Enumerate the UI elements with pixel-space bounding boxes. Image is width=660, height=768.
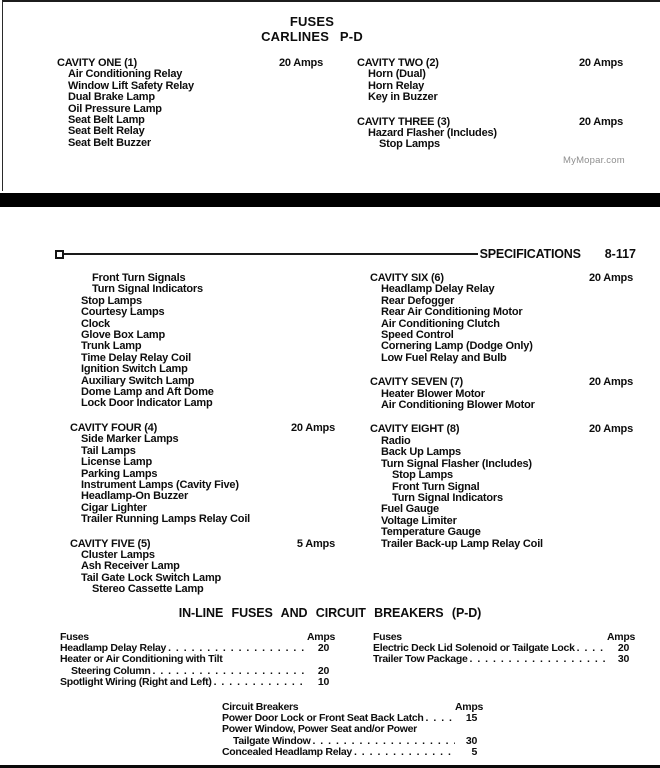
breaker-amps: 15 <box>465 712 477 725</box>
cavity-item: Turn Signal Indicators <box>392 491 503 504</box>
breaker-row <box>222 724 483 735</box>
cavity-item: Stop Lamps <box>392 469 453 482</box>
cavity-item: Cluster Lamps <box>81 548 155 561</box>
watermark: MyMopar.com <box>563 155 625 166</box>
cavity-item: Stereo Cassette Lamp <box>92 583 204 596</box>
top-right-column <box>357 58 623 164</box>
fuses-column-header: Fuses <box>373 631 402 643</box>
carlines-subtitle: CARLINES P-D <box>261 29 363 44</box>
fuse-label: Heater or Air Conditioning with Tilt <box>60 653 223 666</box>
cavity-item: Window Lift Safety Relay <box>68 79 194 92</box>
dot-leader <box>577 643 607 654</box>
cavity-item: Heater Blower Motor <box>381 387 485 400</box>
cavity-item: Back Up Lamps <box>381 446 461 459</box>
fuse-table-right <box>373 632 635 666</box>
cavity-item: Glove Box Lamp <box>81 329 165 342</box>
cavity-item: Side Marker Lamps <box>81 433 179 446</box>
cavity-item: Trunk Lamp <box>81 340 142 353</box>
fuses-column-header: Fuses <box>60 631 89 643</box>
cavity-item: Air Conditioning Clutch <box>381 317 500 330</box>
dot-leader <box>470 654 608 665</box>
breaker-label: Power Window, Power Seat and/or Power <box>222 723 417 736</box>
cavity-item: Stop Lamps <box>81 294 142 307</box>
page-number: 8-117 <box>604 247 636 261</box>
fuse-amps: 10 <box>317 675 329 688</box>
inline-fuses-heading: IN-LINE FUSES AND CIRCUIT BREAKERS (P-D) <box>178 606 482 620</box>
cavity-item: Headlamp-On Buzzer <box>81 490 189 503</box>
fuse-amps: 20 <box>617 642 629 655</box>
cavity-item: Ignition Switch Lamp <box>81 363 188 376</box>
cavity-amps: 20 Amps <box>278 57 323 69</box>
cavity-item: Instrument Lamps (Cavity Five) <box>81 478 239 491</box>
cavity-four-block <box>70 423 335 526</box>
spec-rule <box>64 253 478 255</box>
cavity-item: Parking Lamps <box>81 467 158 480</box>
cavity-item: Auxiliary Switch Lamp <box>81 374 195 387</box>
cavity-item: Low Fuel Relay and Bulb <box>381 351 507 364</box>
cavity-item: Time Delay Relay Coil <box>81 351 191 364</box>
fuse-label: Electric Deck Lid Solenoid or Tailgate Lock <box>373 642 575 655</box>
cavity-five-block <box>70 539 335 596</box>
cavity-item: Turn Signal Flasher (Includes) <box>381 457 532 470</box>
cavity-amps: 20 Amps <box>578 115 623 128</box>
cavity-name: CAVITY FIVE (5) <box>70 537 151 550</box>
dot-leader <box>354 747 455 758</box>
spec-right-column <box>370 273 633 563</box>
cavity-seven-block <box>370 377 633 411</box>
fuse-row <box>60 654 335 665</box>
cavity-one-block <box>57 58 323 149</box>
cavity-item: Courtesy Lamps <box>81 306 165 319</box>
cavity-item: Voltage Limiter <box>381 514 457 527</box>
cavity-name: CAVITY THREE (3) <box>357 115 450 128</box>
cavity-item: Turn Signal Indicators <box>92 283 203 296</box>
cavity-item: Seat Belt Buzzer <box>68 136 151 149</box>
cavity-item: Dual Brake Lamp <box>68 91 155 104</box>
cavity-amps: 20 Amps <box>588 376 633 389</box>
cavity-item: License Lamp <box>81 456 152 469</box>
cavity-eight-block <box>370 424 633 549</box>
cavity-item: Dome Lamp and Aft Dome <box>81 386 214 399</box>
cavity-amps: 20 Amps <box>290 421 335 434</box>
breaker-label: Tailgate Window <box>233 734 311 747</box>
amps-column-header: Amps <box>607 631 635 643</box>
breaker-label: Concealed Headlamp Relay <box>222 745 352 758</box>
fuse-amps: 20 <box>317 664 329 677</box>
cavity-name: CAVITY ONE (1) <box>57 57 137 69</box>
amps-column-header: Amps <box>455 701 483 713</box>
cavity-item: Ash Receiver Lamp <box>81 560 180 573</box>
cavity-item: Rear Air Conditioning Motor <box>381 306 523 319</box>
cavity-item: Cornering Lamp (Dodge Only) <box>381 340 533 353</box>
cavity-name: CAVITY SEVEN (7) <box>370 376 463 389</box>
breaker-row <box>222 747 483 758</box>
cavity-item: Oil Pressure Lamp <box>68 102 162 115</box>
fuse-amps: 20 <box>317 642 329 655</box>
fuse-row <box>373 654 635 665</box>
cavity-item: Seat Belt Lamp <box>68 114 145 127</box>
cavity-item: Temperature Gauge <box>381 526 481 539</box>
cavity-item: Air Conditioning Blower Motor <box>381 399 535 412</box>
breaker-label: Power Door Lock or Front Seat Back Latch <box>222 712 424 725</box>
dot-leader <box>426 713 455 724</box>
fuse-label: Spotlight Wiring (Right and Left) <box>60 675 212 688</box>
cavity-amps: 20 Amps <box>588 272 633 284</box>
cavity-item: Radio <box>381 434 411 447</box>
cavity-item: Speed Control <box>381 329 454 342</box>
fuse-label: Steering Column <box>71 664 151 677</box>
spec-header <box>55 247 636 261</box>
fuse-row <box>60 677 335 688</box>
cavity-item: Rear Defogger <box>381 294 455 307</box>
cavity-three-block <box>357 117 623 151</box>
cavity-item: Air Conditioning Relay <box>68 68 183 81</box>
breakers-column-header: Circuit Breakers <box>222 701 299 713</box>
cavity-two-block <box>357 58 623 104</box>
cavity-name: CAVITY TWO (2) <box>357 57 439 69</box>
cavity-item: Front Turn Signals <box>92 272 186 284</box>
cavity-name: CAVITY SIX (6) <box>370 272 444 284</box>
cavity-amps: 20 Amps <box>578 57 623 69</box>
fuses-section-title <box>0 14 624 44</box>
fuse-table-left <box>60 632 335 688</box>
cavity-item: Hazard Flasher (Includes) <box>368 127 497 140</box>
cavity-item: Lock Door Indicator Lamp <box>81 397 213 410</box>
cavity-amps: 5 Amps <box>296 537 335 550</box>
cavity-item: Headlamp Delay Relay <box>381 283 495 296</box>
cavity-item: Trailer Running Lamps Relay Coil <box>81 513 251 526</box>
spec-left-column <box>70 273 335 609</box>
cavity-item: Tail Gate Lock Switch Lamp <box>81 571 222 584</box>
circuit-breakers-table <box>222 702 483 758</box>
cavity-name: CAVITY FOUR (4) <box>70 421 158 434</box>
continuation-block <box>70 273 335 410</box>
cavity-six-block <box>370 273 633 364</box>
section-divider <box>0 193 660 207</box>
top-left-column <box>57 58 323 162</box>
cavity-item: Fuel Gauge <box>381 503 439 516</box>
cavity-item: Stop Lamps <box>379 138 440 151</box>
fuses-title: FUSES <box>289 14 335 29</box>
cavity-item: Seat Belt Relay <box>68 125 145 138</box>
cavity-item: Cigar Lighter <box>81 501 147 514</box>
dot-leader <box>214 677 307 688</box>
cavity-amps: 20 Amps <box>588 423 633 436</box>
cavity-name: CAVITY EIGHT (8) <box>370 423 460 436</box>
spec-title: SPECIFICATIONS <box>479 247 581 261</box>
section-marker-square-icon <box>55 250 64 259</box>
fuse-amps: 30 <box>617 653 629 666</box>
cavity-item: Front Turn Signal <box>392 480 480 493</box>
cavity-item: Trailer Back-up Lamp Relay Coil <box>381 537 543 550</box>
cavity-item: Key in Buzzer <box>368 91 438 104</box>
fuse-label: Headlamp Delay Relay <box>60 642 167 655</box>
breaker-amps: 5 <box>471 745 477 758</box>
cavity-item: Horn (Dual) <box>368 68 426 81</box>
cavity-header <box>370 377 633 388</box>
cavity-item: Tail Lamps <box>81 444 136 457</box>
cavity-item: Horn Relay <box>368 79 425 92</box>
breaker-amps: 30 <box>465 734 477 747</box>
fuse-label: Trailer Tow Package <box>373 653 468 666</box>
cavity-item: Clock <box>81 317 110 330</box>
amps-column-header: Amps <box>307 631 335 643</box>
